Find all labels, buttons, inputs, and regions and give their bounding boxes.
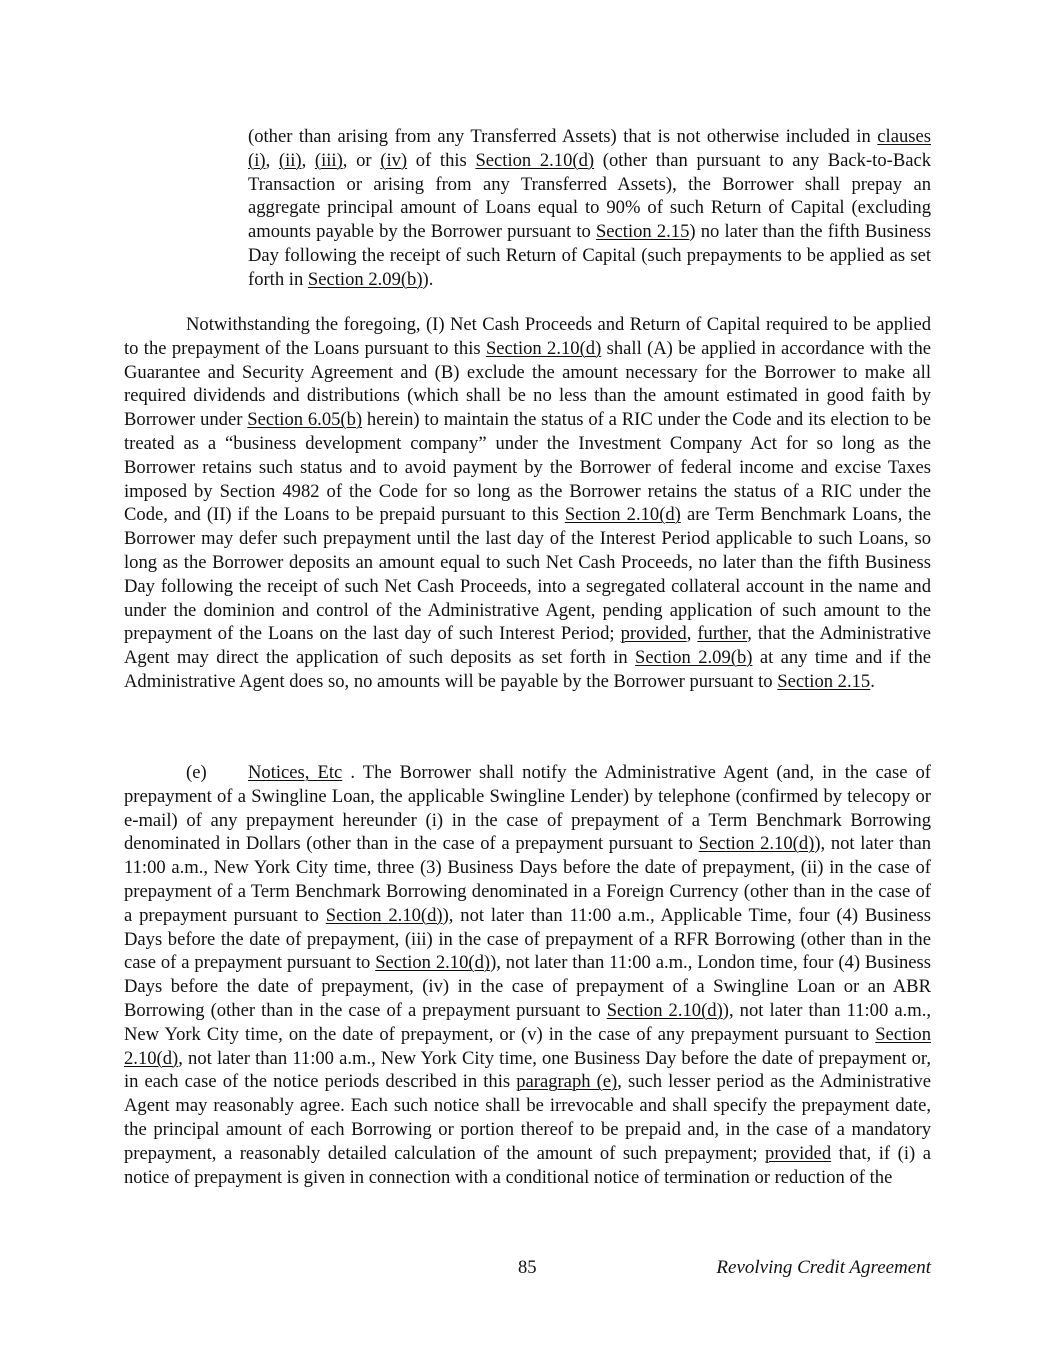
cross-reference: (iii) — [314, 149, 343, 171]
text-run: . The Borrower shall notify the Administrative Agent (and, in the case of prepayment of a Swingline Loan, the applicable Swingline Lender) by telephone (confirmed by telecopy or e-mail) of any prepayment hereunder (i) in the case of prepayment of a Term Benchmark Borrowing denominated in Dollars (other than in the case of a prepayment pursuant to — [124, 762, 931, 855]
page-number: 85 — [518, 1257, 537, 1278]
clause-heading: Notices, Etc — [248, 762, 343, 783]
cross-reference: Section 2.10(d) — [475, 149, 595, 171]
cross-reference: Section 2.15 — [595, 221, 690, 243]
text-run: , — [301, 149, 315, 171]
cross-reference: paragraph (e) — [516, 1071, 618, 1093]
text-run: (other than arising from any Transferred Assets) that is not otherwise included in — [248, 126, 878, 147]
text-run: ), not later than 11:00 a.m., Applicable Time, four (4) Business Days before the date of prepayment, (iii) in the case of prepayment of a RFR Borrowing (other than in the case of a prepayment pursuant to — [124, 904, 931, 974]
text-run: Notwithstanding the foregoing, (I) Net Cash Proceeds and Return of Capital required to be applied to the prepayment of the Loans pursuant to this — [124, 314, 931, 359]
cross-reference: Section 2.10(d) — [606, 999, 723, 1021]
cross-reference: Section 2.10(d) — [325, 904, 443, 926]
text-run: ), not later than 11:00 a.m., London time, four (4) Business Days before the date of prepayment, (iv) in the case of prepayment of a Swingline Loan or an ABR Borrowing (other than in the case of a prepayment pursuant to — [124, 952, 932, 1021]
text-run: ), not later than 11:00 a.m., New York City time, three (3) Business Days before the date of prepayment, (ii) in the case of prepayment of a Term Benchmark Borrowing denominated in a Foreign Currency (other than in the case of a prepayment pursuant to — [124, 833, 931, 926]
cross-reference: Section 2.10(d) — [124, 1023, 931, 1069]
cross-reference: provided — [765, 1142, 832, 1164]
cross-reference: Section 2.10(d) — [564, 504, 681, 526]
paragraph-notwithstanding — [124, 313, 931, 694]
text-run: shall (A) be applied in accordance with the Guarantee and Security Agreement and (B) exclude the amount necessary for the Borrower to make all required dividends and distributions (which shall be no less than the amount estimated in good faith by Borrower under — [124, 337, 931, 431]
text-run: . — [870, 670, 875, 692]
cross-reference: further — [697, 623, 748, 645]
text-run: , — [265, 149, 279, 171]
cross-reference: Section 2.09(b) — [307, 268, 423, 290]
text-run: that, if (i) a notice of prepayment is given in connection with a conditional notice of termination or reduction of the — [124, 1142, 931, 1188]
cross-reference: clauses (i) — [248, 126, 931, 171]
clause-number: (e) — [186, 762, 207, 783]
text-run: of this — [407, 149, 476, 171]
text-run: , — [686, 623, 698, 645]
cross-reference: Section 2.15 — [777, 670, 871, 692]
cross-reference: (ii) — [278, 149, 302, 171]
text-run: herein) to maintain the status of a RIC under the Code and its election to be treated as a “business development company” under the Investment Company Act for so long as the Borrower retains such status and to avoid payment by the Borrower of federal income and excise Taxes imposed by Section 4982 of the Code for so long as the Borrower retains the status of a RIC under the Code, and (II) if the Loans to be prepaid pursuant to this — [124, 409, 931, 526]
text-run: , not later than 11:00 a.m., New York City time, one Business Day before the date of prepayment or, in each case of the notice periods described in this — [124, 1047, 931, 1093]
text-run: are Term Benchmark Loans, the Borrower may defer such prepayment until the last day of the Interest Period applicable to such Loans, so long as the Borrower deposits an amount equal to such Net Cash Proceeds, no later than the fifth Business Day following the receipt of such Net Cash Proceeds, into a segregated collateral account in the name and under the dominion and control of the Administrative Agent, pending application of such amount to the prepayment of the Loans on the last day of such Interest Period; — [124, 504, 932, 645]
text-run: ). — [422, 268, 434, 290]
cross-reference: Section 2.10(d) — [698, 833, 815, 855]
paragraph-continued-clause — [248, 125, 931, 292]
text-run: (other than pursuant to any Back-to-Back Transaction or arising from any Transferred Assets), the Borrower shall prepay an aggregate principal amount of Loans equal to 90% of such Return of Capital (excluding amounts payable by the Borrower pursuant to — [248, 149, 932, 243]
document-title-footer: Revolving Credit Agreement — [716, 1257, 931, 1278]
text-run: ) no later than the fifth Business Day following the receipt of such Return of Capital (such prepayments to be applied as set forth in — [248, 221, 931, 290]
cross-reference: provided — [620, 623, 687, 645]
paragraph-notices — [124, 761, 931, 1189]
text-run: , or — [342, 149, 381, 171]
cross-reference: Section 2.10(d) — [485, 337, 602, 359]
cross-reference: Section 6.05(b) — [247, 409, 363, 431]
text-run: , such lesser period as the Administrative Agent may reasonably agree. Each such notice shall be irrevocable and shall specify the prepayment date, the principal amount of each Borrowing or portion thereof to be prepaid and, in the case of a mandatory prepayment, a reasonably detailed calculation of the amount of such prepayment; — [124, 1071, 931, 1164]
text-run: at any time and if the Administrative Agent does so, no amounts will be payable by the Borrower pursuant to — [124, 647, 932, 692]
cross-reference: Section 2.10(d) — [375, 952, 491, 974]
cross-reference: (iv) — [380, 149, 408, 171]
text-run: ), not later than 11:00 a.m., New York City time, on the date of prepayment, or (v) in the case of any prepayment pursuant to — [124, 999, 931, 1045]
cross-reference: Section 2.09(b) — [635, 647, 753, 669]
text-run: , that the Administrative Agent may direct the application of such deposits as set forth in — [124, 623, 932, 669]
